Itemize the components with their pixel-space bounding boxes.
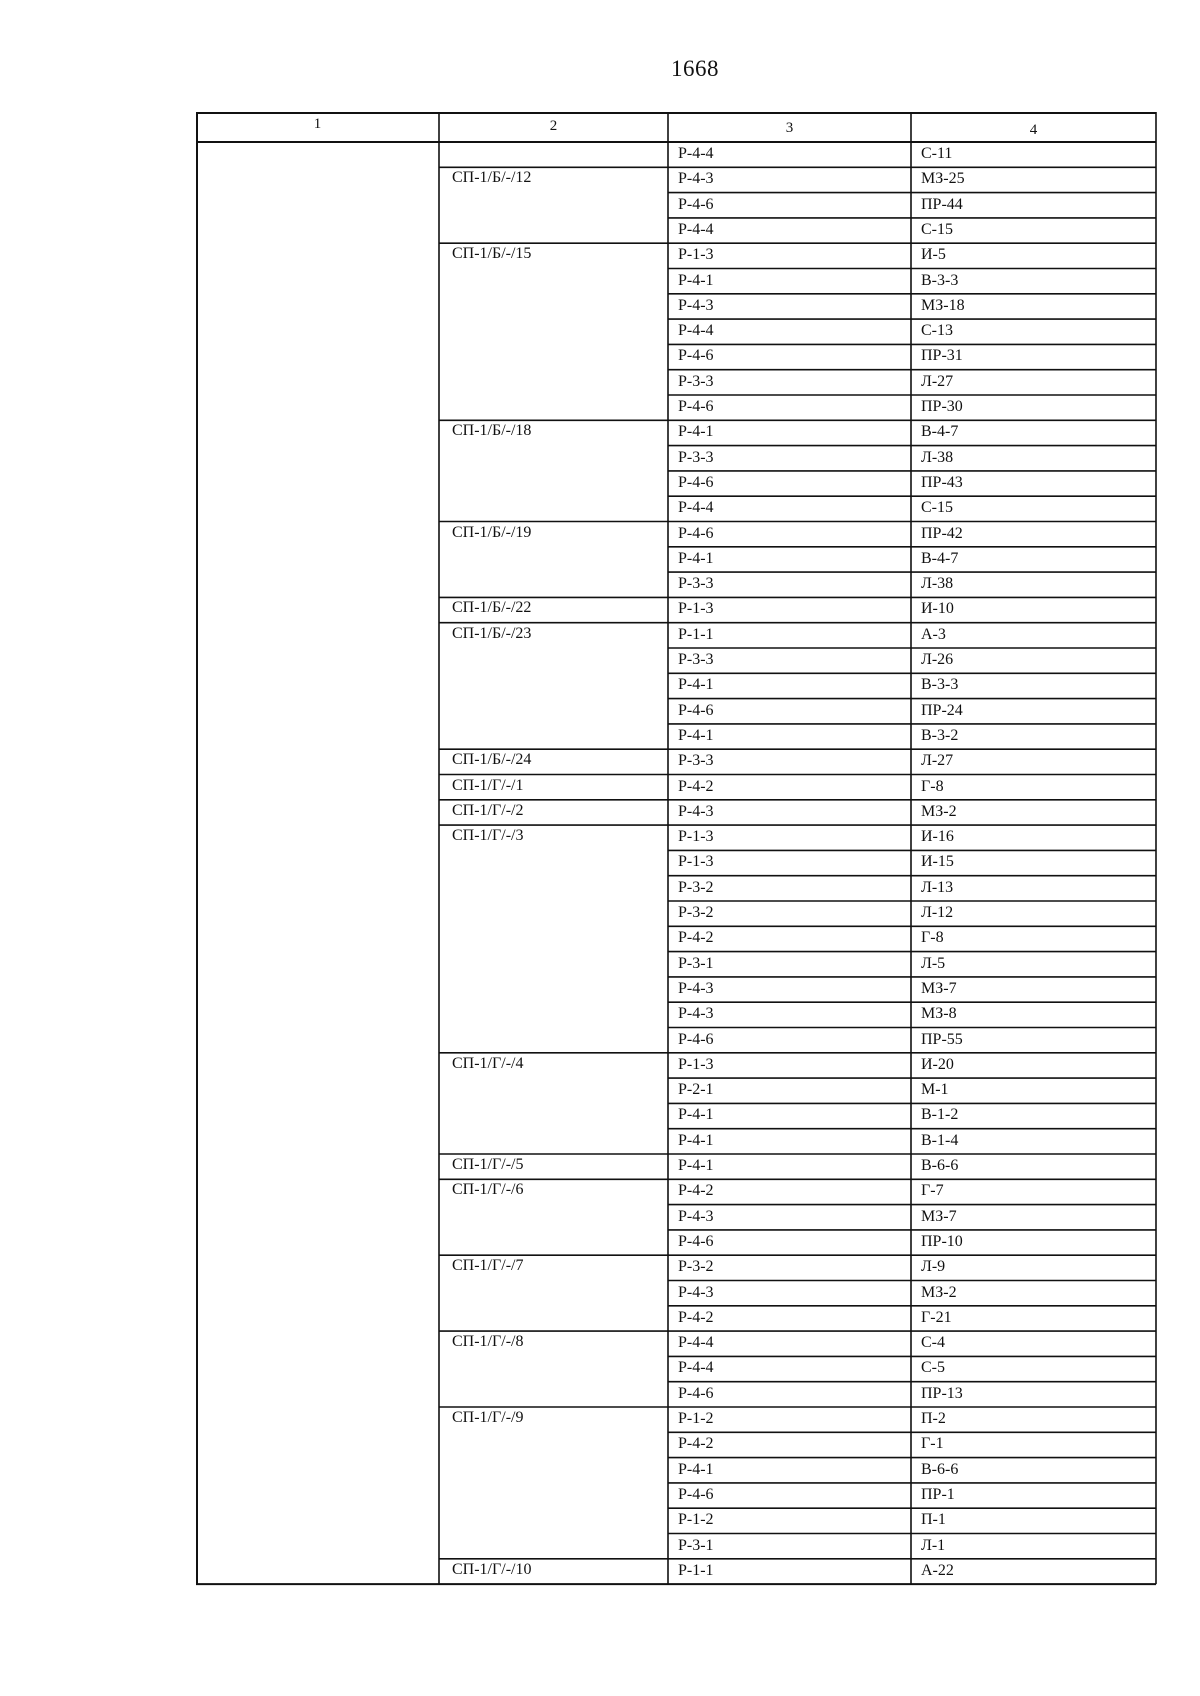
group-code-cell: СП-1/Б/-/18 [452, 422, 532, 440]
column-4-cell: В-1-4 [921, 1131, 959, 1149]
table-grid-lines [196, 112, 1158, 1587]
column-4-cell: МЗ-7 [921, 979, 957, 997]
column-3-cell: Р-3-2 [678, 878, 714, 896]
column-4-cell: Л-9 [921, 1258, 946, 1276]
column-3-cell: Р-4-6 [678, 1384, 714, 1402]
column-4-cell: ПР-43 [921, 473, 963, 491]
column-4-cell: ПР-24 [921, 701, 963, 719]
column-4-cell: И-16 [921, 828, 954, 846]
column-3-cell: Р-4-6 [678, 1232, 714, 1250]
group-code-cell: СП-1/Г/-/5 [452, 1156, 524, 1173]
column-3-cell: Р-4-1 [678, 726, 714, 744]
column-4-cell: ПР-44 [921, 195, 963, 213]
column-4-cell: Л-13 [921, 878, 954, 896]
column-4-cell: В-1-2 [921, 1106, 959, 1124]
column-3-cell: Р-4-4 [678, 1334, 714, 1352]
column-3-cell: Р-4-3 [678, 979, 714, 997]
column-4-cell: Л-38 [921, 448, 954, 466]
column-3-cell: Р-4-6 [678, 195, 714, 213]
column-4-cell: В-3-2 [921, 726, 959, 744]
column-3-cell: Р-4-3 [678, 802, 714, 820]
column-3-cell: Р-3-3 [678, 575, 714, 593]
column-4-cell: Г-7 [921, 1182, 944, 1200]
column-4-cell: Л-5 [921, 954, 946, 972]
column-4-cell: ПР-42 [921, 524, 963, 542]
column-3-cell: Р-4-3 [678, 1207, 714, 1225]
column-4-cell: В-6-6 [921, 1460, 959, 1478]
column-3-cell: Р-3-3 [678, 372, 714, 390]
column-4-cell: ПР-30 [921, 398, 963, 415]
column-3-cell: Р-4-1 [678, 1460, 714, 1478]
column-header-2: 2 [549, 118, 558, 134]
column-4-cell: Л-27 [921, 372, 954, 390]
column-4-cell: С-13 [921, 322, 953, 340]
column-3-cell: Р-4-1 [678, 1106, 714, 1124]
column-3-cell: Р-3-3 [678, 752, 714, 770]
column-3-cell: Р-3-1 [678, 954, 714, 972]
column-4-cell: ПР-1 [921, 1485, 955, 1503]
column-4-cell: В-4-7 [921, 549, 959, 567]
column-4-cell: ПР-31 [921, 347, 963, 365]
column-4-cell: МЗ-18 [921, 296, 965, 314]
column-3-cell: Р-4-3 [678, 1005, 714, 1023]
group-code-cell: СП-1/Г/-/4 [452, 1054, 524, 1072]
column-3-cell: Р-4-6 [678, 524, 714, 542]
column-3-cell: Р-3-3 [678, 651, 714, 668]
column-3-cell: Р-4-4 [678, 220, 714, 238]
column-3-cell: Р-3-3 [678, 448, 714, 466]
column-header-4: 4 [1029, 122, 1038, 138]
column-4-cell: В-3-3 [921, 676, 959, 694]
column-3-cell: Р-4-1 [678, 423, 714, 441]
column-3-cell: Р-4-1 [678, 1131, 714, 1149]
column-3-cell: Р-3-2 [678, 1258, 714, 1276]
column-4-cell: Л-27 [921, 752, 954, 770]
column-4-cell: В-6-6 [921, 1157, 959, 1174]
column-3-cell: Р-4-4 [678, 1359, 714, 1377]
column-3-cell: Р-4-1 [678, 676, 714, 694]
data-table [196, 112, 1158, 1587]
column-4-cell: МЗ-2 [921, 1283, 957, 1301]
column-3-cell: Р-4-6 [678, 1485, 714, 1503]
column-4-cell: И-5 [921, 246, 946, 264]
column-4-cell: И-20 [921, 1055, 954, 1073]
column-4-cell: П-2 [921, 1410, 946, 1427]
column-4-cell: Г-8 [921, 777, 944, 795]
column-3-cell: Р-4-1 [678, 549, 714, 567]
column-4-cell: А-22 [921, 1561, 954, 1579]
column-4-cell: Г-1 [921, 1435, 944, 1453]
column-3-cell: Р-3-2 [678, 904, 714, 921]
column-4-cell: С-4 [921, 1334, 945, 1352]
column-3-cell: Р-4-2 [678, 929, 714, 947]
group-code-cell: СП-1/Г/-/3 [452, 827, 524, 845]
column-4-cell: С-11 [921, 145, 953, 162]
column-4-cell: С-15 [921, 499, 953, 517]
column-3-cell: Р-4-4 [678, 322, 714, 340]
column-4-cell: МЗ-8 [921, 1005, 957, 1023]
column-3-cell: Р-4-2 [678, 1308, 714, 1326]
column-3-cell: Р-1-3 [678, 828, 714, 846]
column-4-cell: Г-8 [921, 929, 944, 947]
column-4-cell: В-3-3 [921, 271, 959, 289]
column-3-cell: Р-4-2 [678, 1435, 714, 1453]
column-3-cell: Р-4-6 [678, 398, 714, 415]
column-3-cell: Р-2-1 [678, 1081, 714, 1099]
column-3-cell: Р-1-3 [678, 600, 714, 618]
group-code-cell: СП-1/Г/-/7 [452, 1257, 524, 1275]
column-3-cell: Р-4-6 [678, 701, 714, 719]
column-4-cell: И-15 [921, 853, 954, 871]
column-3-cell: Р-4-1 [678, 271, 714, 289]
group-code-cell: СП-1/Б/-/24 [452, 751, 532, 769]
column-4-cell: С-15 [921, 220, 953, 238]
page-number: 1668 [671, 56, 719, 81]
column-4-cell: Л-1 [921, 1536, 946, 1554]
column-4-cell: Л-38 [921, 575, 954, 593]
column-4-cell: Л-26 [921, 651, 954, 668]
column-3-cell: Р-3-1 [678, 1536, 714, 1554]
column-3-cell: Р-1-1 [678, 625, 714, 643]
group-code-cell: СП-1/Г/-/6 [452, 1181, 524, 1199]
column-header-1: 1 [313, 116, 322, 132]
column-3-cell: Р-1-2 [678, 1410, 714, 1427]
column-4-cell: ПР-55 [921, 1030, 963, 1048]
column-4-cell: МЗ-25 [921, 170, 965, 188]
group-code-cell: СП-1/Б/-/23 [452, 624, 532, 642]
column-3-cell: Р-4-6 [678, 1030, 714, 1048]
column-3-cell: Р-1-1 [678, 1561, 714, 1579]
column-3-cell: Р-4-2 [678, 1182, 714, 1200]
column-3-cell: Р-4-6 [678, 473, 714, 491]
group-code-cell: СП-1/Г/-/10 [452, 1560, 532, 1578]
column-4-cell: П-1 [921, 1511, 946, 1529]
column-4-cell: Г-21 [921, 1308, 952, 1326]
column-3-cell: Р-1-3 [678, 1055, 714, 1073]
column-3-cell: Р-4-3 [678, 170, 714, 188]
column-3-cell: Р-4-4 [678, 145, 714, 162]
group-code-cell: СП-1/Б/-/19 [452, 523, 532, 541]
group-code-cell: СП-1/Б/-/22 [452, 599, 532, 617]
column-4-cell: М-1 [921, 1081, 949, 1099]
group-code-cell: СП-1/Г/-/9 [452, 1409, 524, 1426]
group-code-cell: СП-1/Б/-/15 [452, 245, 532, 263]
column-3-cell: Р-4-4 [678, 499, 714, 517]
column-4-cell: МЗ-7 [921, 1207, 957, 1225]
group-code-cell: СП-1/Г/-/8 [452, 1333, 524, 1351]
column-4-cell: И-10 [921, 600, 954, 618]
column-3-cell: Р-4-3 [678, 296, 714, 314]
group-code-cell: СП-1/Б/-/12 [452, 169, 532, 187]
column-3-cell: Р-4-6 [678, 347, 714, 365]
column-3-cell: Р-1-3 [678, 853, 714, 871]
column-4-cell: А-3 [921, 625, 946, 643]
column-4-cell: Л-12 [921, 904, 954, 921]
column-3-cell: Р-1-3 [678, 246, 714, 264]
group-code-cell: СП-1/Г/-/2 [452, 801, 524, 819]
column-3-cell: Р-4-3 [678, 1283, 714, 1301]
column-3-cell: Р-4-2 [678, 777, 714, 795]
group-code-cell: СП-1/Г/-/1 [452, 776, 524, 794]
column-3-cell: Р-4-1 [678, 1157, 714, 1174]
column-4-cell: ПР-10 [921, 1232, 963, 1250]
column-4-cell: ПР-13 [921, 1384, 963, 1402]
column-3-cell: Р-1-2 [678, 1511, 714, 1529]
column-4-cell: МЗ-2 [921, 802, 957, 820]
column-4-cell: В-4-7 [921, 423, 959, 441]
column-4-cell: С-5 [921, 1359, 945, 1377]
column-header-3: 3 [785, 120, 794, 136]
